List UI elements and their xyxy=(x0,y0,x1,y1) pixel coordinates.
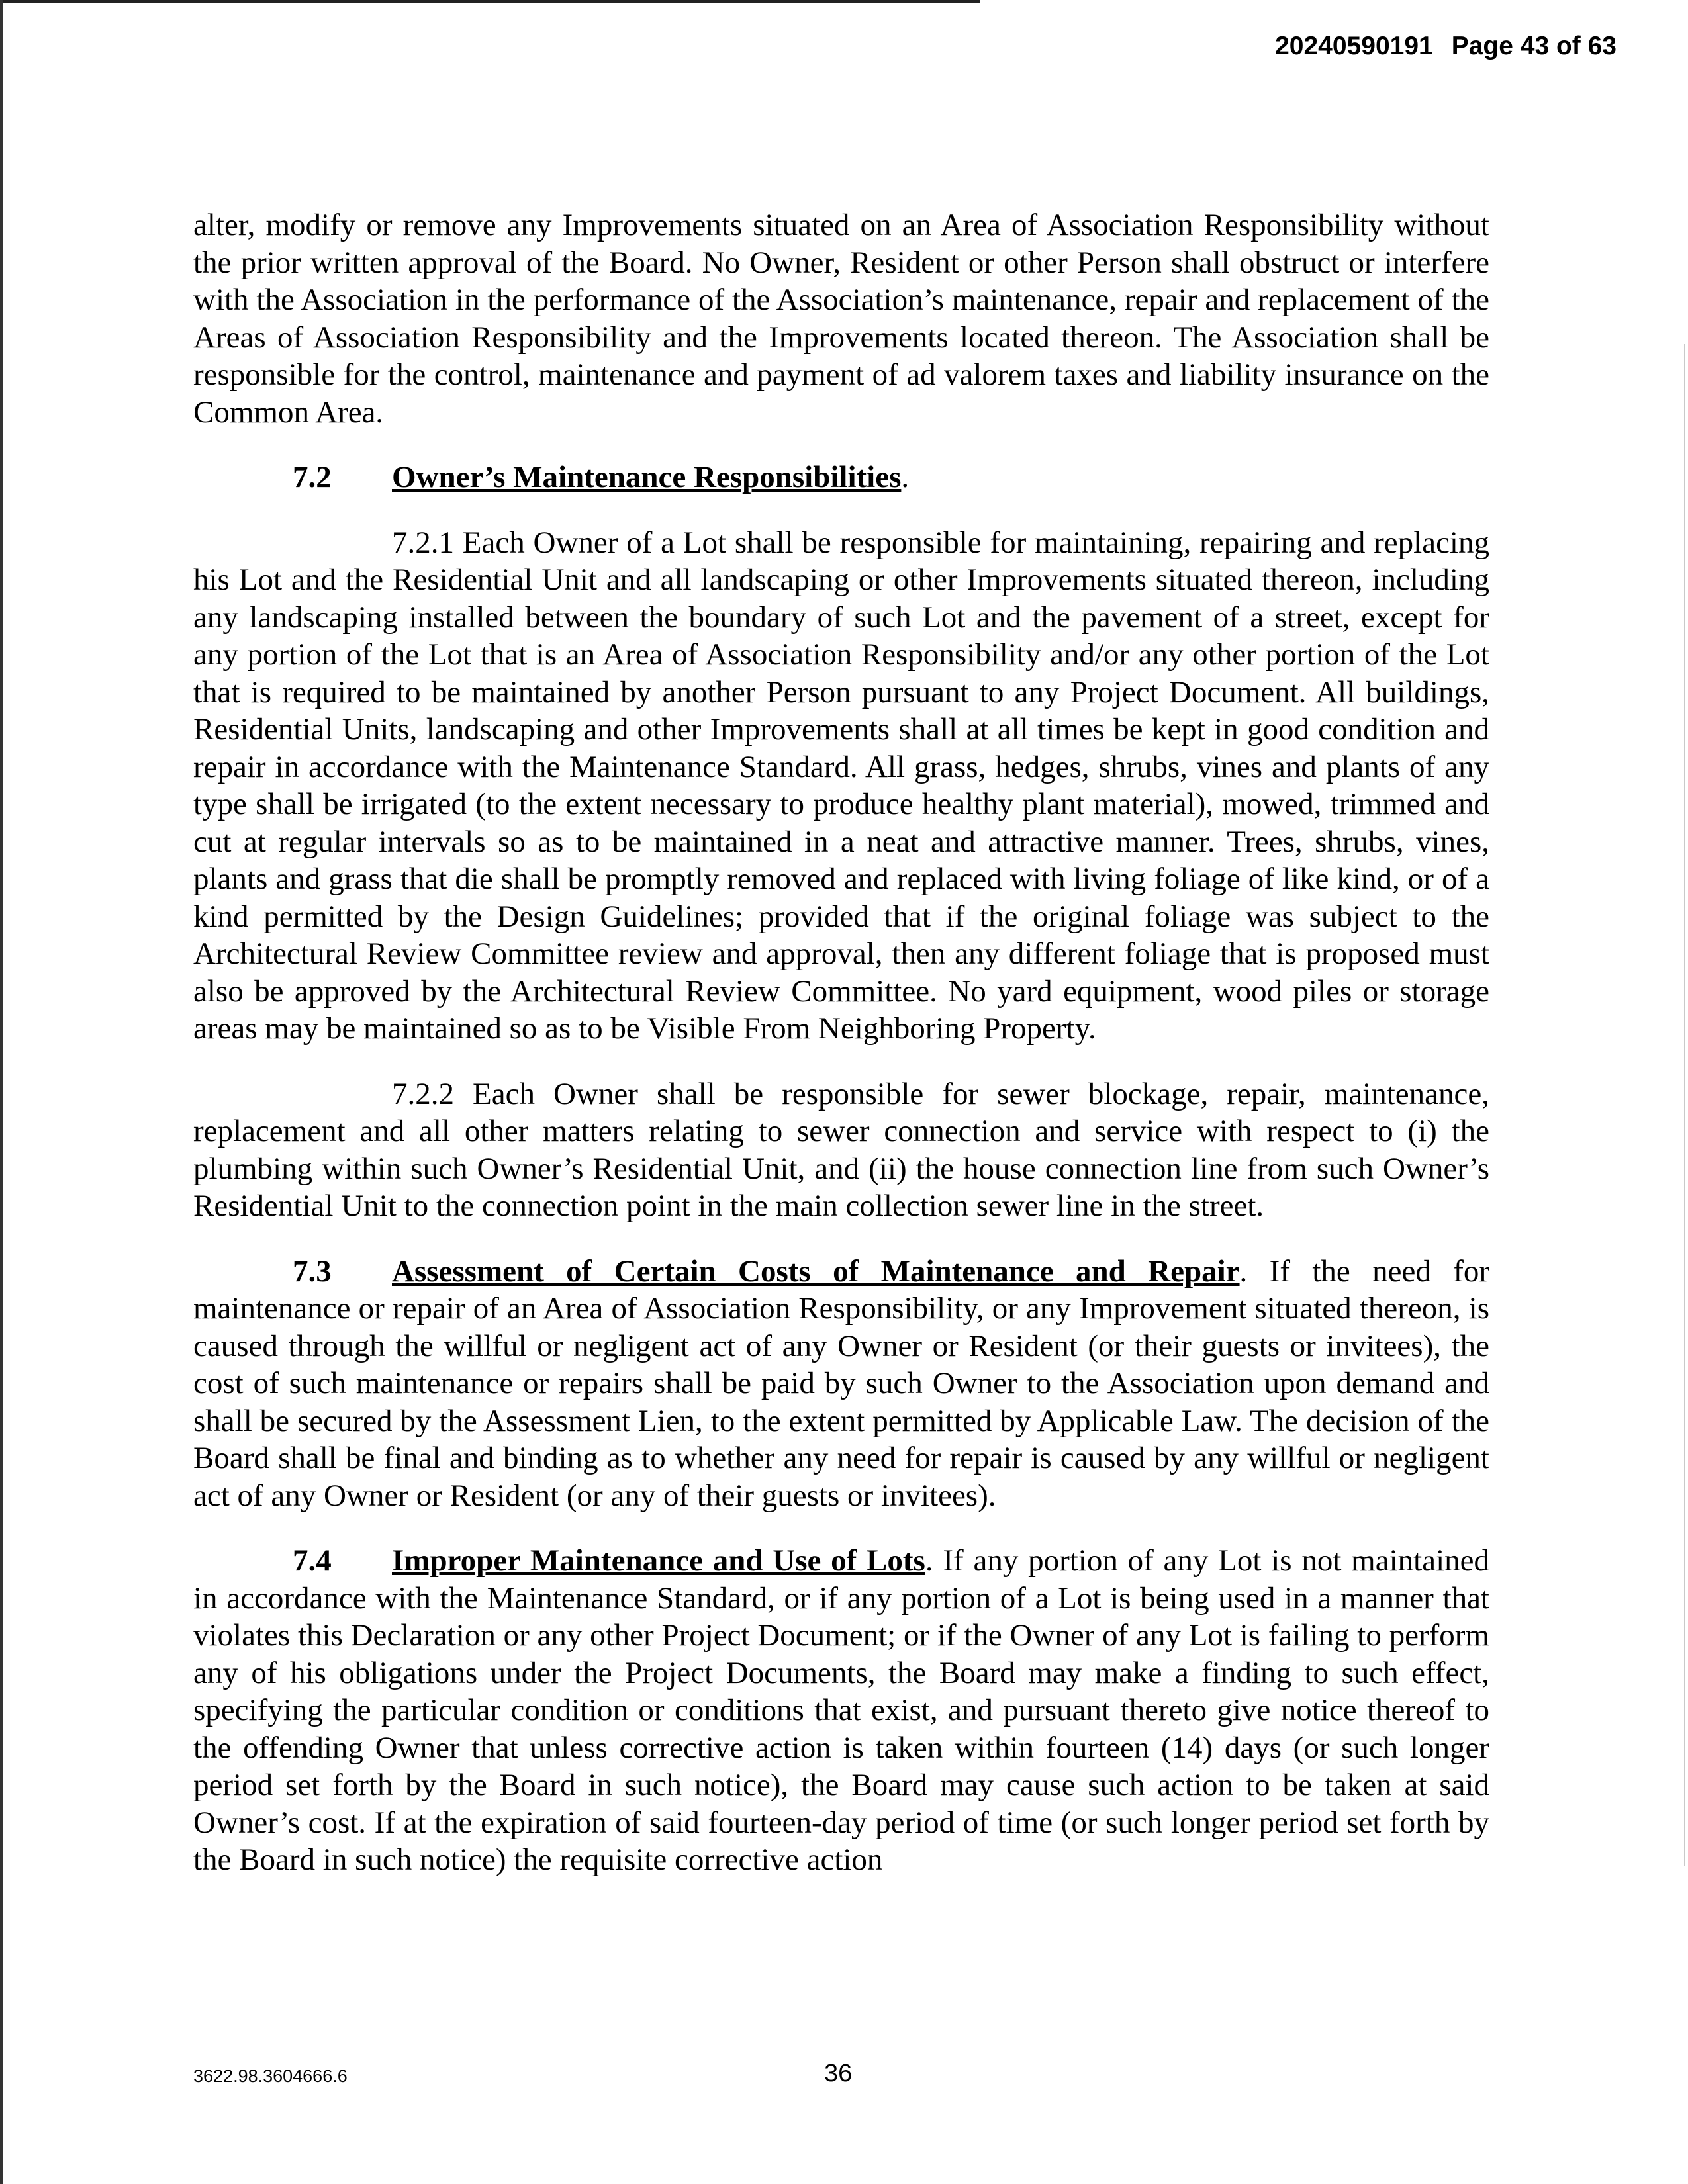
section-7-3-paragraph xyxy=(193,1253,1489,1515)
scan-edge-right xyxy=(1684,344,1685,1866)
section-number: 7.2 xyxy=(293,460,332,494)
section-title-period: . xyxy=(901,460,910,494)
continuation-paragraph: alter, modify or remove any Improvements situated on an Area of Association Responsibility without the prior written approval of the Board. No Owner, Resident or other Person shall obstruct or interfere with the Association in the performance of the Association’s maintenance, repair and replacement of the Areas of Association Responsibility and the Improvements located thereon. The Association shall be responsible for the control, maintenance and payment of ad valorem taxes and liability insurance on the Common Area. xyxy=(193,208,1489,430)
section-7-2-2-paragraph: 7.2.2 Each Owner shall be responsible for sewer blockage, repair, maintenance, replacement and all other matters relating to sewer connection and service with respect to (i) the plumbing within such Owner’s Residential Unit, and (ii) the house connection line from such Owner’s Residential Unit to the connection point in the main collection sewer line in the street. xyxy=(193,1076,1489,1223)
section-text: If any portion of any Lot is not maintained in accordance with the Maintenance Standard, or if any portion of a Lot is being used in a manner that violates this Declaration or any other Project Document; or if the Owner of any Lot is failing to perform any of his obligations under the Project Documents, the Board may make a finding to such effect, specifying the particular condition or conditions that exist, and pursuant thereto give notice thereof to the offending Owner that unless corrective action is taken within fourteen (14) days (or such longer period set forth by the Board in such notice), the Board may cause such action to be taken at said Owner’s cost. If at the expiration of said fourteen-day period of time (or such longer period set forth by the Board in such notice) the requisite corrective action xyxy=(193,1543,1489,1877)
section-title-period: . xyxy=(925,1543,933,1578)
section-7-2-heading xyxy=(193,459,1489,496)
section-number: 7.3 xyxy=(293,1253,332,1289)
footer-document-id: 3622.98.3604666.6 xyxy=(193,2066,348,2086)
recording-number: 20240590191 xyxy=(1275,32,1433,60)
recording-header xyxy=(1275,32,1617,61)
document-body xyxy=(193,206,1489,1907)
section-7-2-1-paragraph: 7.2.1 Each Owner of a Lot shall be responsible for maintaining, repairing and replacing his Lot and the Residential Unit and all landscaping or other Improvements situated thereon, including any landscaping installed between the boundary of such Lot and the pavement of a street, except for any portion of the Lot that is an Area of Association Responsibility and/or any other portion of the Lot that is required to be maintained by another Person pursuant to any Project Document. All buildings, Residential Units, landscaping and other Improvements shall at all times be kept in good condition and repair in accordance with the Maintenance Standard. All grass, hedges, shrubs, vines and plants of any type shall be irrigated (to the extent necessary to produce healthy plant material), mowed, trimmed and cut at regular intervals so as to be maintained in a neat and attractive manner. Trees, shrubs, vines, plants and grass that die shall be promptly removed and replaced with living foliage of like kind, or of a kind permitted by the Design Guidelines; provided that if the original foliage was subject to the Architectural Review Committee review and approval, then any different foliage that is proposed must also be approved by the Architectural Review Committee. No yard equipment, wood piles or storage areas may be maintained so as to be Visible From Neighboring Property. xyxy=(193,525,1489,1046)
scan-edge-left xyxy=(0,0,3,2184)
scan-edge-top xyxy=(0,0,980,3)
section-title: Owner’s Maintenance Responsibilities xyxy=(392,460,902,494)
section-title: Improper Maintenance and Use of Lots xyxy=(392,1543,925,1578)
section-title-period: . xyxy=(1239,1253,1248,1289)
footer-page-number: 36 xyxy=(824,2060,853,2087)
section-text: If the need for maintenance or repair of an Area of Association Responsibility, or any Improvement situated thereon, is caused through the willful or negligent act of any Owner or Resident (or their guests or invitees), the cost of such maintenance or repairs shall be paid by such Owner to the Association upon demand and shall be secured by the Assessment Lien, to the extent permitted by Applicable Law. The decision of the Board shall be final and binding as to whether any need for repair is caused by any willful or negligent act of any Owner or Resident (or any of their guests or invitees). xyxy=(193,1253,1490,1513)
section-number: 7.4 xyxy=(293,1543,332,1578)
section-title: Assessment of Certain Costs of Maintenance and Repair xyxy=(392,1253,1240,1289)
section-7-4-paragraph xyxy=(193,1542,1489,1879)
page-count-label: Page 43 of 63 xyxy=(1451,32,1617,60)
